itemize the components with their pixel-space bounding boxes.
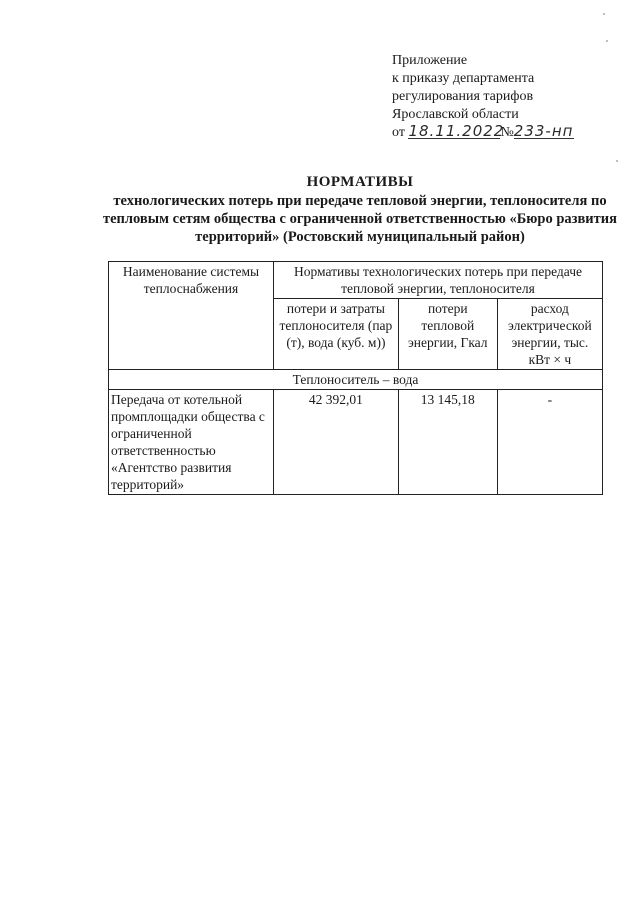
cell-system: Передача от котельной промплощадки общества с ограниченной ответственностью «Агентство развития территорий» <box>109 390 274 495</box>
appendix-line-1: Приложение <box>392 53 468 68</box>
header-norms: Нормативы технологических потерь при передаче тепловой энергии, теплоносителя <box>274 262 603 299</box>
cell-coolant: 42 392,01 <box>274 390 399 495</box>
appendix-line-2: к приказу департамента <box>392 71 535 86</box>
table-row <box>109 390 603 495</box>
section-coolant-water: Теплоноситель – вода <box>109 370 603 390</box>
subheader-heat: потери тепловой энергии, Гкал <box>398 299 497 370</box>
header-system: Наименование системы теплоснабжения <box>109 262 274 370</box>
scan-speck <box>616 160 618 162</box>
appendix-line-4: Ярославской области <box>392 107 519 122</box>
appendix-block <box>392 52 574 142</box>
number-prefix: № <box>500 125 514 140</box>
table-section-row <box>109 370 603 390</box>
scan-speck <box>606 40 608 42</box>
document-subtitle: технологических потерь при передаче тепловой энергии, теплоносителя по тепловым сетям общества с ограниченной ответственностью «Бюро развития территорий» (Ростовский муниципальный район) <box>103 193 617 245</box>
subheader-coolant: потери и затраты теплоносителя (пар (т), вода (куб. м)) <box>274 299 399 370</box>
appendix-date-line <box>392 124 574 142</box>
handwritten-date: 18.11.2022 <box>408 122 505 140</box>
subheader-power: расход электрической энергии, тыс. кВт × ч <box>497 299 602 370</box>
document-title: НОРМАТИВЫ <box>306 174 414 190</box>
appendix-line-3: регулирования тарифов <box>392 89 534 104</box>
table-header-row <box>109 262 603 299</box>
document-heading <box>100 173 620 246</box>
norms-table <box>108 261 603 495</box>
cell-heat: 13 145,18 <box>398 390 497 495</box>
date-prefix: от <box>392 125 405 140</box>
scan-speck <box>603 13 605 15</box>
handwritten-number: 233-нп <box>513 122 574 140</box>
cell-power: - <box>497 390 602 495</box>
